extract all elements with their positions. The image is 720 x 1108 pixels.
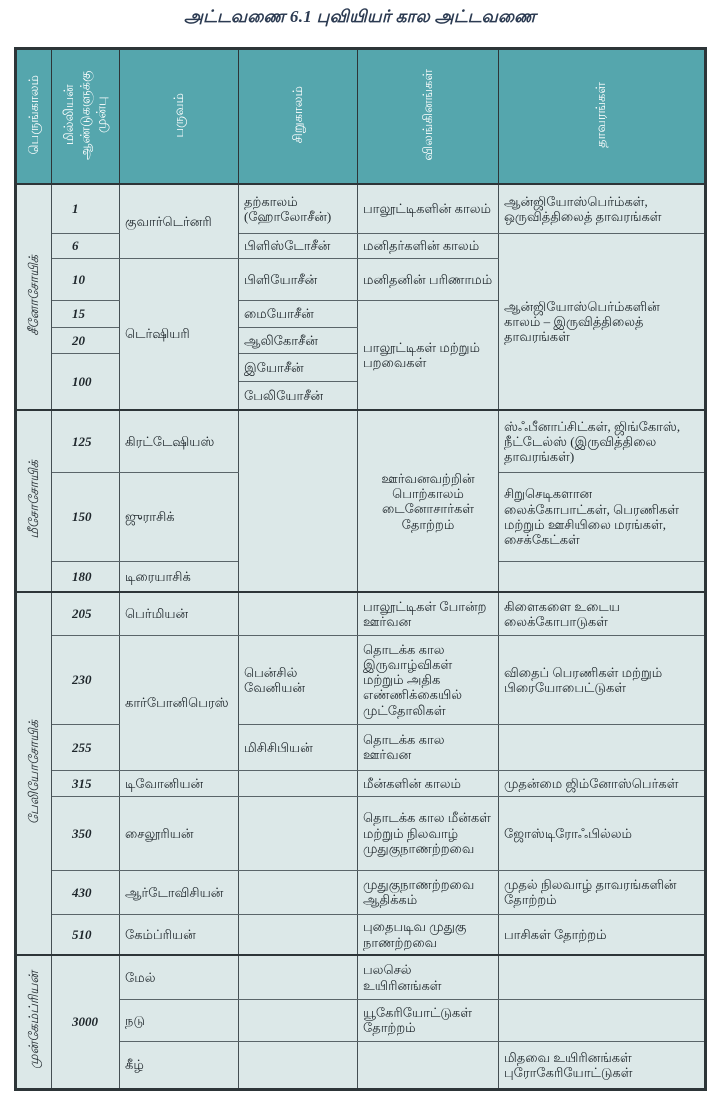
cell-plants bbox=[499, 561, 706, 592]
table-row bbox=[16, 770, 706, 796]
cell-epoch bbox=[239, 410, 358, 592]
cell-animals: மீன்களின் காலம் bbox=[358, 770, 499, 796]
cell-mya: 315 bbox=[52, 770, 120, 796]
header-plants bbox=[499, 49, 706, 185]
header-period-label: பருவம் bbox=[170, 92, 186, 138]
header-mya-label: மில்லியன் ஆண்டுகளுக்கு முன்பு bbox=[61, 70, 109, 160]
cell-mya: 430 bbox=[52, 870, 120, 914]
cell-mya: 15 bbox=[52, 300, 120, 327]
table-row bbox=[16, 955, 706, 999]
cell-animals: மனிதனின் பரிணாமம் bbox=[358, 258, 499, 300]
header-plants-label: தாவரங்கள் bbox=[593, 82, 609, 148]
cell-plants: மிதவை உயிரினங்கள் புரோகேரியோட்டுகள் bbox=[499, 1041, 706, 1089]
cell-period: பெர்மியன் bbox=[120, 592, 239, 635]
cell-plants: முதன்மை ஜிம்னோஸ்பெர்கள் bbox=[499, 770, 706, 796]
cell-era-paleozoic bbox=[16, 592, 52, 955]
cell-animals: பாலூட்டிகளின் காலம் bbox=[358, 184, 499, 233]
cell-plants: முதல் நிலவாழ் தாவரங்களின் தோற்றம் bbox=[499, 870, 706, 914]
cell-epoch: பிளியோசீன் bbox=[239, 258, 358, 300]
cell-period: மேல் bbox=[120, 955, 239, 999]
cell-epoch: தற்காலம் (ஹோலோசீன்) bbox=[239, 184, 358, 233]
cell-animals bbox=[358, 1041, 499, 1089]
cell-mya: 100 bbox=[52, 353, 120, 410]
header-period bbox=[120, 49, 239, 185]
cell-mya: 180 bbox=[52, 561, 120, 592]
cell-mya: 20 bbox=[52, 327, 120, 353]
geological-time-table bbox=[14, 47, 707, 1091]
cell-animals: பாலூட்டிகள் போன்ற ஊர்வன bbox=[358, 592, 499, 635]
cell-animals: பலசெல் உயிரினங்கள் bbox=[358, 955, 499, 999]
cell-period: கீழ் bbox=[120, 1041, 239, 1089]
cell-era-mesozoic bbox=[16, 410, 52, 592]
cell-period: ஜுராசிக் bbox=[120, 472, 239, 561]
cell-mya: 10 bbox=[52, 258, 120, 300]
cell-epoch bbox=[239, 770, 358, 796]
cell-period: டெர்ஷியரி bbox=[120, 258, 239, 410]
cell-epoch bbox=[239, 999, 358, 1041]
cell-period: கேம்ப்ரியன் bbox=[120, 914, 239, 955]
table-row bbox=[16, 870, 706, 914]
cell-mya: 230 bbox=[52, 635, 120, 724]
cell-animals: தொடக்க கால இருவாழ்விகள் மற்றும் அதிக எண்ணிக்கையில் முட்தோலிகள் bbox=[358, 635, 499, 724]
cell-era-precambrian bbox=[16, 955, 52, 1089]
header-animals-label: விலங்கினங்கள் bbox=[419, 69, 435, 161]
cell-epoch: இயோசீன் bbox=[239, 353, 358, 381]
cell-epoch bbox=[239, 955, 358, 999]
table-row bbox=[16, 796, 706, 870]
cell-epoch: பிளிஸ்டோசீன் bbox=[239, 233, 358, 258]
cell-plants bbox=[499, 999, 706, 1041]
table-row bbox=[16, 1041, 706, 1089]
cell-animals: தொடக்க கால மீன்கள் மற்றும் நிலவாழ் முதுகுநாணற்றவை bbox=[358, 796, 499, 870]
cell-period: ஆர்டோவிசியன் bbox=[120, 870, 239, 914]
cell-animals: தொடக்க கால ஊர்வன bbox=[358, 724, 499, 770]
cell-era-cenozoic bbox=[16, 184, 52, 410]
header-epoch-label: சிறுகாலம் bbox=[289, 86, 305, 144]
table-row bbox=[16, 410, 706, 472]
header-mya bbox=[52, 49, 120, 185]
cell-period: கிரட்டேஷியஸ் bbox=[120, 410, 239, 472]
cell-period: குவார்டெர்னரி bbox=[120, 184, 239, 258]
cell-animals: முதுகுநாணற்றவை ஆதிக்கம் bbox=[358, 870, 499, 914]
cell-animals: மனிதர்களின் காலம் bbox=[358, 233, 499, 258]
cell-plants: விதைப் பெரணிகள் மற்றும் பிரையோபைட்டுகள் bbox=[499, 635, 706, 724]
cell-mya: 350 bbox=[52, 796, 120, 870]
table-row bbox=[16, 914, 706, 955]
cell-period: கார்போனிபெரஸ் bbox=[120, 635, 239, 770]
cell-epoch: பேலியோசீன் bbox=[239, 381, 358, 410]
cell-mya: 1 bbox=[52, 184, 120, 233]
cell-plants: ஆன்ஜியோஸ்பெர்ம்களின் காலம் – இருவித்திலைத் தாவரங்கள் bbox=[499, 233, 706, 410]
header-animals bbox=[358, 49, 499, 185]
table-row bbox=[16, 184, 706, 233]
cell-epoch: பென்சில் வேனியன் bbox=[239, 635, 358, 724]
era-label: மீசோசோயிக் bbox=[25, 460, 41, 539]
era-label: சீனோசோயிக் bbox=[25, 255, 41, 337]
cell-epoch: மையோசீன் bbox=[239, 300, 358, 327]
cell-period: டிவோனியன் bbox=[120, 770, 239, 796]
table-row bbox=[16, 233, 706, 258]
table-row bbox=[16, 635, 706, 724]
cell-epoch bbox=[239, 796, 358, 870]
cell-period: நடு bbox=[120, 999, 239, 1041]
table-row bbox=[16, 999, 706, 1041]
cell-epoch bbox=[239, 914, 358, 955]
era-label: முன்கேம்ப்ரியன் bbox=[25, 971, 41, 1070]
cell-plants bbox=[499, 724, 706, 770]
cell-mya: 125 bbox=[52, 410, 120, 472]
cell-period: சைலூரியன் bbox=[120, 796, 239, 870]
cell-animals: ஊர்வனவற்றின் பொற்காலம் டைனோசார்கள் தோற்றம் bbox=[358, 410, 499, 592]
cell-epoch: ஆலிகோசீன் bbox=[239, 327, 358, 353]
cell-mya: 255 bbox=[52, 724, 120, 770]
cell-plants: சிறுசெடிகளான லைக்கோபாட்கள், பெரணிகள் மற்றும் ஊசியிலை மரங்கள், சைக்கேட்கள் bbox=[499, 472, 706, 561]
cell-epoch bbox=[239, 870, 358, 914]
table-row bbox=[16, 592, 706, 635]
cell-animals: புதைபடிவ முதுகு நாணற்றவை bbox=[358, 914, 499, 955]
cell-mya: 6 bbox=[52, 233, 120, 258]
header-era-label: பெருங்காலம் bbox=[25, 75, 41, 155]
cell-animals: யூகேரியோட்டுகள் தோற்றம் bbox=[358, 999, 499, 1041]
cell-plants: பாசிகள் தோற்றம் bbox=[499, 914, 706, 955]
cell-animals: பாலூட்டிகள் மற்றும் பறவைகள் bbox=[358, 300, 499, 410]
cell-plants: கிளைகளை உடைய லைக்கோபாடுகள் bbox=[499, 592, 706, 635]
header-era bbox=[16, 49, 52, 185]
cell-plants: ஆன்ஜியோஸ்பெர்ம்கள், ஒருவித்திலைத் தாவரங்கள் bbox=[499, 184, 706, 233]
header-row bbox=[16, 49, 706, 185]
cell-period: டிரையாசிக் bbox=[120, 561, 239, 592]
header-epoch bbox=[239, 49, 358, 185]
cell-mya: 510 bbox=[52, 914, 120, 955]
cell-epoch bbox=[239, 592, 358, 635]
table-row bbox=[16, 724, 706, 770]
cell-mya: 205 bbox=[52, 592, 120, 635]
cell-epoch bbox=[239, 1041, 358, 1089]
cell-epoch: மிசிசிபியன் bbox=[239, 724, 358, 770]
cell-plants: ஸ்ஃபீனாப்சிட்கள், ஜிங்கோஸ், நீட்டேல்ஸ் (இருவித்திலை தாவரங்கள்) bbox=[499, 410, 706, 472]
era-label: பேலியோசோயிக் bbox=[25, 720, 41, 825]
cell-mya: 150 bbox=[52, 472, 120, 561]
page-title: அட்டவணை 6.1 புவியியர் கால அட்டவணை bbox=[183, 7, 537, 26]
cell-mya: 3000 bbox=[52, 955, 120, 1089]
cell-plants: ஜோஸ்டிரோஃபில்லம் bbox=[499, 796, 706, 870]
cell-plants bbox=[499, 955, 706, 999]
